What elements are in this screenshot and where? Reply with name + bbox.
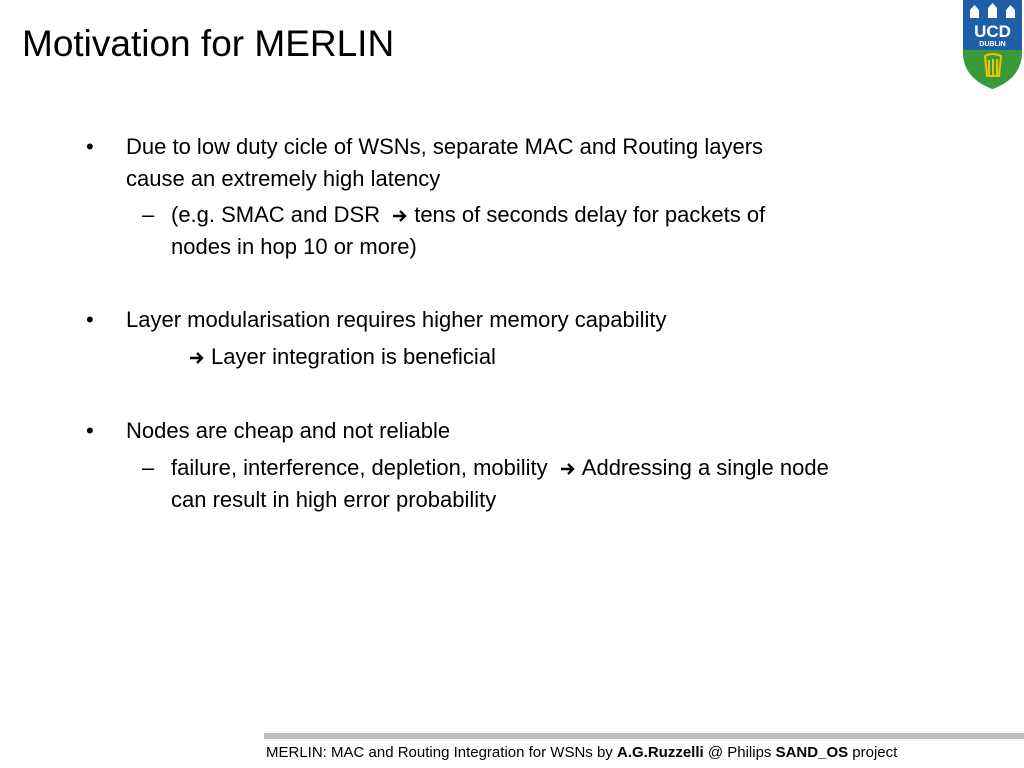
bullet-2-note-text: Layer integration is beneficial (211, 344, 496, 369)
slide-title: Motivation for MERLIN (22, 23, 395, 64)
sub-bullet-3-text-post: Addressing a single node (581, 455, 829, 480)
footer-text-2: @ Philips (703, 744, 776, 761)
sub-bullet-3-text-pre: failure, interference, depletion, mobility (171, 455, 548, 480)
arrow-right-icon (189, 341, 205, 373)
sub-bullet-3-line-1 (171, 452, 829, 484)
sub-bullet-marker: – (142, 455, 155, 480)
sub-bullet-1-text-post: tens of seconds delay for packets of (414, 202, 766, 227)
bullet-2-line-1: Layer modularisation requires higher memory capability (126, 307, 667, 332)
sub-bullet-marker: – (142, 202, 155, 227)
bullet-marker: • (86, 134, 94, 159)
footer-author: A.G.Ruzzelli (616, 744, 704, 761)
bullet-1-line-1: Due to low duty cicle of WSNs, separate MAC and Routing layers (126, 134, 764, 159)
bullet-marker: • (86, 307, 94, 332)
logo-text-bottom: DUBLIN (979, 41, 1006, 48)
logo-text-top: UCD (974, 22, 1011, 41)
arrow-right-icon (386, 199, 408, 231)
sub-bullet-1-line-2: nodes in hop 10 or more) (171, 234, 417, 259)
bullet-3-line-1: Nodes are cheap and not reliable (126, 418, 451, 443)
bullet-marker: • (86, 418, 94, 443)
bullet-2-note (189, 341, 496, 373)
slide-footer (266, 743, 897, 763)
bullet-1-line-2: cause an extremely high latency (126, 166, 441, 191)
arrow-right-icon (554, 452, 576, 484)
footer-text-1: MERLIN: MAC and Routing Integration for WSNs by (266, 744, 617, 761)
footer-divider (264, 733, 1024, 739)
footer-project: SAND_OS (775, 744, 849, 761)
sub-bullet-1-text-pre: (e.g. SMAC and DSR (171, 202, 381, 227)
sub-bullet-3-line-2: can result in high error probability (171, 487, 497, 512)
sub-bullet-1-line-1 (171, 199, 765, 231)
footer-text-3: project (848, 744, 898, 761)
